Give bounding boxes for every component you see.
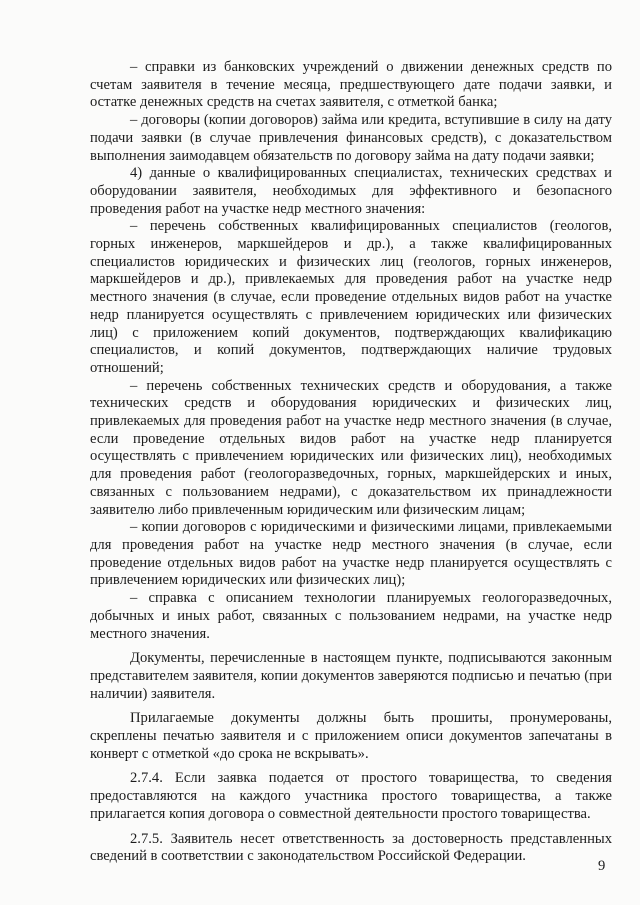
paragraph-contracts-copies: – копии договоров с юридическими и физическими лицами, привлекаемыми для проведения работ на участке недр местного значения (в случае, если проведение отдельных видов работ на участке недр планируется осуществлять с привлечением юридических или физических лиц); [90,519,612,589]
paragraph-2-7-4: 2.7.4. Если заявка подается от простого товарищества, то сведения предоставляются на каждого участника простого товарищества, а также прилагается копия договора о совместной деятельности простого товарищества. [90,770,612,822]
paragraph-documents-signing: Документы, перечисленные в настоящем пункте, подписываются законным представителем заявителя, копии документов заверяются подписью и печатью (при наличии) заявителя. [90,650,612,702]
paragraph-documents-binding: Прилагаемые документы должны быть прошиты, пронумерованы, скреплены печатью заявителя и с приложением описи документов запечатаны в конверт с отметкой «до срока не вскрывать». [90,710,612,762]
paragraph-technology-reference: – справка с описанием технологии планируемых геологоразведочных, добычных и иных работ, связанных с пользованием недрами, на участке недр местного значения. [90,590,612,642]
paragraph-loan-agreements: – договоры (копии договоров) займа или кредита, вступившие в силу на дату подачи заявки (в случае привлечения финансовых средств), с доказательством выполнения заимодавцем обязательств по договору займа на дату подачи заявки; [90,112,612,164]
paragraph-specialists-data: 4) данные о квалифицированных специалистах, технических средствах и оборудовании заявителя, необходимых для эффективного и безопасного проведения работ на участке недр местного значения: [90,165,612,217]
paragraph-specialists-list: – перечень собственных квалифицированных специалистов (геологов, горных инженеров, маркшейдеров и др.), а также квалифицированных специалистов юридических и физических лиц (геологов, горных инженеров, маркшейдеров и др.), привлекаемых для проведения работ на участке недр местного значения (в случае, если проведение отдельных видов работ на участке недр планируется осуществлять с привлечением юридических или физических лиц) с приложением копий документов, подтверждающих квалификацию специалистов, и копий документов, подтверждающих наличие трудовых отношений; [90,218,612,376]
paragraph-bank-statements: – справки из банковских учреждений о движении денежных средств по счетам заявителя в течение месяца, предшествующего дате подачи заявки, и остатке денежных средств на счетах заявителя, с отметкой банка; [90,59,612,111]
paragraph-2-7-5: 2.7.5. Заявитель несет ответственность за достоверность представленных сведений в соответствии с законодательством Российской Федерации. [90,830,612,865]
paragraph-equipment-list: – перечень собственных технических средств и оборудования, а также технических средств и оборудования юридических и физических лиц, привлекаемых для проведения работ на участке недр местного значения (в случае, если проведение отдельных видов работ на участке недр планируется осуществлять с привлечением юридических или физических лиц), необходимых для проведения работ (геологоразведочных, горных, маркшейдерских и иных, связанных с пользованием недрами), с доказательством их принадлежности заявителю либо привлеченным юридическим или физическим лицам; [90,377,612,518]
page-number: 9 [598,858,606,874]
document-body [90,59,612,866]
